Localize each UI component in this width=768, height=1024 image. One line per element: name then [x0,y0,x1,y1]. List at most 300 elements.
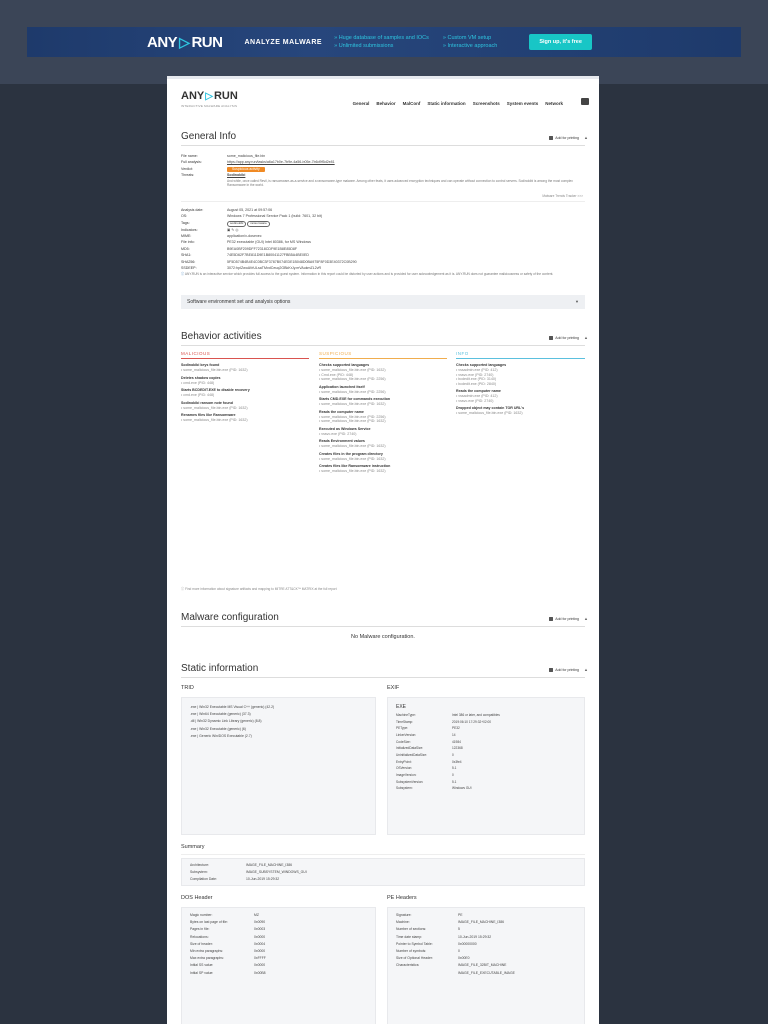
dos-key: Size of header: [190,941,213,946]
feature-text: Huge database of samples and IOCs [338,35,429,41]
bullet-icon: • [456,394,459,398]
software-bar-label: Software environment set and analysis options [187,299,291,305]
process-text: some_malicious_file.bin.exe (PID: 2256) [321,377,386,381]
sha256-value: 5F5D574B4B4E4C0BC3F3787B074EDE1B048D0BA975F8F0D3E40372C0B290 [227,259,357,264]
add-for-printing-general[interactable] [549,136,579,140]
pe-row [396,912,576,919]
nav-system-events[interactable]: System events [506,101,539,106]
behavior-item-title[interactable]: Reads the computer name [456,389,501,393]
pe-key: Time date stamp: [396,934,423,939]
behavior-item-title[interactable]: Sodinokibi keys found [181,363,220,367]
exif-value: Windows GUI [452,786,472,791]
dos-row [190,926,367,933]
suspicious-heading: SUSPICIOUS [319,351,447,359]
pe-key: Characteristics: [396,963,420,968]
behavior-item-process [319,402,447,407]
label: Full analysis: [181,160,202,165]
nav-network[interactable]: Network [545,101,563,106]
bullet-icon: » [334,43,339,49]
process-text: some_malicious_file.bin.exe (PID: 1632) [183,418,248,422]
behavior-item-title[interactable]: Application launched itself [319,384,365,389]
suspicious-column [319,351,447,474]
pe-headers-title: PE Headers [387,895,417,901]
behavior-item-title[interactable]: Reads Environment values [319,439,365,443]
printer-icon[interactable] [581,98,589,105]
behavior-item-process [181,418,309,423]
exif-value: 0 [452,752,454,757]
exif-row [396,712,576,719]
trid-row: .exe | Win32 Executable (generic) (6) [190,726,246,731]
feature-text: Custom VM setup [447,35,492,41]
pe-row [396,962,576,969]
summary-key: Architecture: [190,863,210,867]
nav-screenshots[interactable]: Screenshots [472,101,500,106]
exif-key: EntryPoint: [396,759,412,764]
process-text: some_malicious_file.bin.exe (PID: 1632) [321,456,386,461]
behavior-item-process [181,406,309,411]
dos-value: 0x0003 [254,927,266,932]
bullet-icon: • [181,393,184,397]
exif-value: 122368 [452,746,463,751]
malconf-title: Malware configuration [181,612,279,623]
banner-analyze-label: ANALYZE MALWARE [244,38,323,46]
exif-key: OSVersion: [396,766,413,771]
exif-row [396,739,576,746]
play-icon: ▷ [179,33,190,50]
exif-key: UninitializedDataSize: [396,752,428,757]
label: OS: [181,214,188,219]
label: MIME: [181,234,192,239]
add-for-printing-malconf[interactable] [549,617,579,621]
label: SHA256: [181,259,196,264]
tag-pill[interactable]: ransomware [247,221,270,227]
behavior-item-title[interactable]: Renames files like Ransomware [181,413,236,417]
pe-value: IMAGE_FILE_EXECUTABLE_IMAGE [458,970,515,975]
exif-key: TimeStamp: [396,719,414,724]
pe-row [396,919,576,926]
behavior-item-process [319,469,447,474]
bullet-icon: • [319,368,322,372]
pe-value: 0 [458,949,460,954]
behavior-item-process [181,393,309,398]
exif-value: 41984 [452,739,461,744]
exif-value: 5.1 [452,779,457,784]
dos-row [190,970,367,977]
dos-row [190,934,367,941]
dos-value: MZ [254,913,259,917]
general-kv-top [181,153,335,179]
dos-row [190,962,367,969]
info-icon: ⓘ [181,587,186,591]
os-value: Windows 7 Professional Service Pack 1 (build: 7601, 32 bit) [227,214,323,219]
chevron-down-icon: ▼ [575,299,579,304]
nav-behavior[interactable]: Behavior [376,101,396,106]
process-text: cmd.exe (PID: 448) [183,380,215,385]
pe-key: Number of sections: [396,927,427,932]
pe-row [396,926,576,933]
report-logo[interactable]: ANY ▷ RUN [181,90,238,102]
collapse-icon[interactable]: ▲ [584,335,588,340]
bullet-icon: • [456,381,459,386]
behavior-item-title[interactable]: Deletes shadow copies [181,375,221,380]
pe-value: 5 [458,927,460,932]
bullet-icon: • [456,377,459,381]
add-printing-label: Add for printing [555,136,579,140]
exif-row [396,725,576,732]
threat-name[interactable]: Sodinokibi [227,173,246,178]
process-text: cmd.exe (PID: 448) [183,393,215,397]
summary-row [190,869,576,876]
dos-row [190,919,367,926]
exif-value: Intel 386 or later, and compatibles [452,713,500,717]
collapse-icon[interactable]: ▲ [584,667,588,672]
verdict-badge: Suspicious activity [227,167,265,172]
label: File info: [181,240,195,245]
nav-general[interactable]: General [352,101,370,106]
software-environment-bar[interactable] [181,295,585,309]
sha1-value: 74E5D62F7BE811D9E1B80041127FBB5A4BE0ED [227,253,309,258]
behavior-item-process [456,411,585,416]
dos-key: Pages in file: [190,927,210,932]
dos-value: 0x0090 [254,920,266,925]
checkbox-icon[interactable] [549,336,553,340]
bullet-icon: • [181,380,184,385]
promo-banner [0,0,768,84]
label: Indicators: [181,227,198,232]
add-for-printing-behavior[interactable] [549,336,579,340]
report-nav [353,101,563,106]
behavior-item-process [319,457,447,462]
trid-row: .dll | Win32 Dynamic Link Library (generic) (8.8) [190,719,262,724]
dos-key: Magic number: [190,913,213,917]
dos-header-box [181,907,376,1024]
bullet-icon: • [181,418,184,422]
bullet-icon: • [181,368,184,372]
pe-row [396,941,576,948]
disclaimer-text: ANY.RUN is an interactive service which provides full access to the guest system. Information in this report could be distorted by user actions and is provided for user acknowledgement as it is. ANY.RUN does not guarantee maliciousness or safety of the content. [184,272,554,276]
summary-row [190,876,576,883]
disclaimer-note [181,272,585,276]
dos-value: 0x0004 [254,941,266,946]
dos-value: 0x0000 [254,963,266,968]
divider [181,345,585,346]
exif-row [396,779,576,786]
behavior-item-process [456,399,585,404]
behavior-title: Behavior activities [181,331,262,342]
divider [181,677,585,678]
trid-row: .exe | Generic Win/DOS Executable (2.7) [190,733,252,738]
exif-title: EXIF [387,685,400,691]
add-printing-label: Add for printing [555,336,579,340]
dos-key: Max extra paragraphs: [190,956,224,961]
label: Verdict: [181,166,193,171]
checkbox-icon[interactable] [549,668,553,672]
general-info-title: General Info [181,131,237,142]
tracker-label: Malware Trends Tracker [542,194,577,198]
banner-features-2 [443,34,497,50]
behavior-item-title[interactable]: Starts BCDEDIT.EXE to disable recovery [181,388,250,392]
malicious-column [181,351,309,423]
bullet-icon: • [319,389,322,394]
summary-value: IMAGE_SUBSYSTEM_WINDOWS_GUI [246,869,307,874]
pe-value: 0x00000000 [458,941,477,946]
dos-key: Min extra paragraphs: [190,949,223,954]
process-text: some_malicious_file.bin.exe (PID: 2256) [321,414,386,419]
label: SSDEEP: [181,266,197,271]
exif-value: 14 [452,732,456,737]
pe-value: 0x00E0 [458,956,470,961]
banner-features-1 [334,34,429,50]
bullet-icon: • [319,372,322,377]
divider [181,201,585,202]
bullet-icon: • [319,431,322,436]
tracker-link[interactable] [542,194,583,198]
pe-key: Number of symbols: [396,949,427,954]
exif-row [396,732,576,739]
indicator-icons: ▣ ✎ ◎ [227,227,239,232]
threat-description: And while, once called Revil, is ransomware-as-a-service and a ransomware-type malware. Among other feats, it uses advanced encryption techniques and can operate without connection to control servers. Sodinokibi is among the most complex Ransomware in the world. [227,179,573,188]
process-text: vssvc.exe (PID: 2740) [458,398,494,403]
dos-header-title: DOS Header [181,895,213,901]
exif-key: ImageVersion: [396,772,417,777]
info-icon: ⓘ [181,272,185,276]
behavior-item-process [456,382,585,387]
exif-row [396,759,576,766]
tracker-arrow: >>> [577,194,583,198]
summary-value: 10-Jun-2019 15:29:32 [246,876,280,881]
mime-value: application/x-dosexec [227,234,262,239]
process-text: vssadmin.exe (PID: 412) [458,394,498,398]
exif-key: PEType: [396,726,409,731]
feature-text: Unlimited submissions [338,43,394,49]
behavior-item-title[interactable]: Reads the computer name [319,409,364,414]
static-title: Static information [181,663,259,674]
behavior-item-title[interactable]: Checks supported languages [456,363,507,367]
summary-key: Subsystem: [190,869,208,874]
label: Tags: [181,220,190,225]
behavior-item-title[interactable]: Creates files like Ransomware instruction [319,464,391,468]
label: SHA1: [181,253,192,258]
exif-value: 0 [452,772,454,777]
dos-row [190,912,367,919]
process-text: some_malicious_file.bin.exe (PID: 1632) [321,469,386,473]
exif-box [387,697,585,835]
bullet-icon: • [319,456,322,461]
divider [181,626,585,627]
file-info-value: PE32 executable (GUI) Intel 80386, for MS Windows [227,240,311,245]
summary-box [181,858,585,886]
bullet-icon: • [319,402,322,406]
trid-title: TRID [181,685,194,691]
process-text: some_malicious_file.bin.exe (PID: 2256) [321,389,386,394]
pe-value: IMAGE_FILE_MACHINE_I386 [458,920,504,925]
pe-key: Pointer to Symbol Table: [396,941,433,946]
exif-row [396,785,576,792]
behavior-item-process [319,377,447,382]
report-page [167,76,599,1024]
general-kv-bottom [181,207,357,271]
exif-key: Subsystem: [396,786,413,791]
nav-malconf[interactable]: MalConf [402,101,421,106]
behavior-item-process [181,381,309,386]
dos-row [190,948,367,955]
behavior-item-title[interactable]: Dropped object may contain TOR URL's [456,406,525,410]
collapse-icon[interactable]: ▲ [584,135,588,140]
exif-subtitle: EXE [396,704,407,710]
behavior-item-title[interactable]: Executed as Windows Service [319,426,371,431]
bullet-icon: • [319,469,322,473]
exif-key: LinkerVersion: [396,732,417,737]
summary-row [190,862,576,869]
summary-value: IMAGE_FILE_MACHINE_I386 [246,863,292,867]
pe-row [396,948,576,955]
process-text: some_malicious_file.bin.exe (PID: 1632) [183,405,248,410]
info-column [456,351,585,416]
ssdeep-value: 3072:hpIZwoAVrULsaTMvdCeuq2GBkKrJy.mVAukmZL2vR [227,266,322,271]
behavior-item-title[interactable]: Sodinokibi ransom note found [181,400,233,405]
logo-subtitle: INTERACTIVE MALWARE ANALYSIS [181,104,238,108]
footnote-text: Find more information about signature artifacts and mapping to MITRE ATT&CK™ MATRIX at the full report [185,587,337,591]
md5-value: B9EA0BF209DFF72318CDF9E1B8E85D8F [227,246,298,251]
behavior-footnote [181,587,585,591]
exif-value: PE32 [452,726,460,731]
pe-row [396,970,576,977]
bullet-icon: • [319,419,322,423]
pe-key: Signature: [396,913,412,917]
process-text: bcdedit.exe (PID: 2840) [458,381,497,386]
promo-banner-inner[interactable] [27,27,741,57]
behavior-item-process [319,419,447,424]
exif-key: CodeSize: [396,739,411,744]
bullet-icon: • [181,405,184,410]
process-text: Cmd.exe (PID: 448) [321,372,354,377]
pe-headers-box [387,907,585,1024]
behavior-item-process [319,444,447,449]
nav-static[interactable]: Static information [427,101,466,106]
bullet-icon: • [319,377,322,381]
behavior-item-process [319,390,447,395]
process-text: vssvc.exe (PID: 2740) [458,372,494,377]
collapse-icon[interactable]: ▲ [584,616,588,621]
dos-key: Initial SP value: [190,970,214,975]
no-malconf-text: No Malware configuration. [351,634,415,640]
exif-value: 2019:06:10 17:29:32+02:00 [452,719,492,724]
pe-value: IMAGE_FILE_32BIT_MACHINE [458,963,507,968]
tag-pill[interactable]: sodinokibi [227,221,246,227]
bullet-icon: » [442,35,448,41]
bullet-icon: • [319,414,322,419]
pe-row [396,934,576,941]
divider [181,854,585,855]
label: MD5: [181,246,190,251]
bullet-icon: • [456,368,459,372]
exif-row [396,719,576,726]
report-header [167,79,599,121]
bullet-icon: • [319,444,322,448]
behavior-item-title[interactable]: Starts CMD.EXE for commands execution [319,397,391,401]
exif-row [396,772,576,779]
exif-key: MachineType: [396,713,416,717]
add-printing-label: Add for printing [555,668,579,672]
process-text: bcdedit.exe (PID: 3140) [458,377,497,381]
label: Analysis date: [181,208,204,212]
label: File name: [181,154,198,158]
dos-value: 0x00B8 [254,970,266,975]
bullet-icon: • [456,372,459,377]
exif-value: 5.1 [452,766,457,771]
dos-value: 0x0000 [254,949,266,954]
dos-value: 0xFFFF [254,956,266,961]
bullet-icon: • [456,411,459,415]
pe-key: Size of Optional Header: [396,956,433,961]
dos-key: Initial SS value: [190,963,214,968]
pe-key [396,970,458,977]
exif-row [396,752,576,759]
behavior-item-process [319,432,447,437]
dos-key: Bytes on last page of file: [190,920,228,925]
process-text: some_malicious_file.bin.exe (PID: 1632) [321,402,386,406]
dos-key: Relocations: [190,934,209,939]
behavior-item-title[interactable]: Creates files in the program directory [319,451,383,456]
process-text: vssadmin.exe (PID: 412) [458,368,498,372]
summary-key: Compilation Date: [190,876,217,881]
file-name-value: some_malicious_file.bin [227,154,266,158]
process-text: some_malicious_file.bin.exe (PID: 1632) [458,411,523,415]
behavior-item-title[interactable]: Checks supported languages [319,363,370,367]
process-text: some_malicious_file.bin.exe (PID: 1632) [183,368,248,372]
full-analysis-link[interactable]: https://app.any.run/tasks/a6a17b0e-7b9e-4a56-b05e-7b6d9f5d2e81 [227,160,335,165]
exif-row [396,765,576,772]
process-text: vssvc.exe (PID: 2740) [321,431,357,436]
analysis-date-value: August 05, 2021 at 09:57:06 [227,208,273,212]
pe-row [396,955,576,962]
add-for-printing-static[interactable] [549,668,579,672]
pe-value: PE [458,913,463,917]
checkbox-icon[interactable] [549,617,553,621]
dos-row [190,955,367,962]
behavior-item-process [181,368,309,373]
pe-value: 10-Jun-2019 15:29:32 [458,934,492,939]
malicious-heading: MALICIOUS [181,351,309,359]
trid-row: .exe | Win32 Executable MS Visual C++ (generic) (42.2) [190,705,275,709]
info-heading: INFO [456,351,585,359]
bullet-icon: » [442,43,448,49]
dos-row [190,941,367,948]
exif-value: 0x3fe4 [452,759,462,764]
checkbox-icon[interactable] [549,136,553,140]
add-printing-label: Add for printing [555,617,579,621]
trid-row: .exe | Win64 Executable (generic) (37.3) [190,712,251,717]
process-text: some_malicious_file.bin.exe (PID: 1632) [321,368,386,372]
play-icon: ▷ [205,90,213,102]
bullet-icon: • [456,398,459,403]
exif-key: SubsystemVersion: [396,779,424,784]
bullet-icon: » [334,35,339,41]
feature-text: Interactive approach [447,43,498,49]
pe-key: Machine: [396,920,410,925]
exif-row [396,745,576,752]
summary-title: Summary [181,844,205,850]
exif-key: InitializedDataSize: [396,746,424,751]
label: Threats: [181,173,195,178]
divider [181,145,585,146]
dos-value: 0x0000 [254,934,266,939]
trid-box [181,697,376,835]
process-text: some_malicious_file.bin.exe (PID: 1632) [321,419,386,423]
signup-button[interactable]: Sign up, it's free [529,34,592,50]
banner-logo[interactable]: ANY ▷ RUN [147,33,223,51]
process-text: some_malicious_file.bin.exe (PID: 1632) [321,444,386,448]
